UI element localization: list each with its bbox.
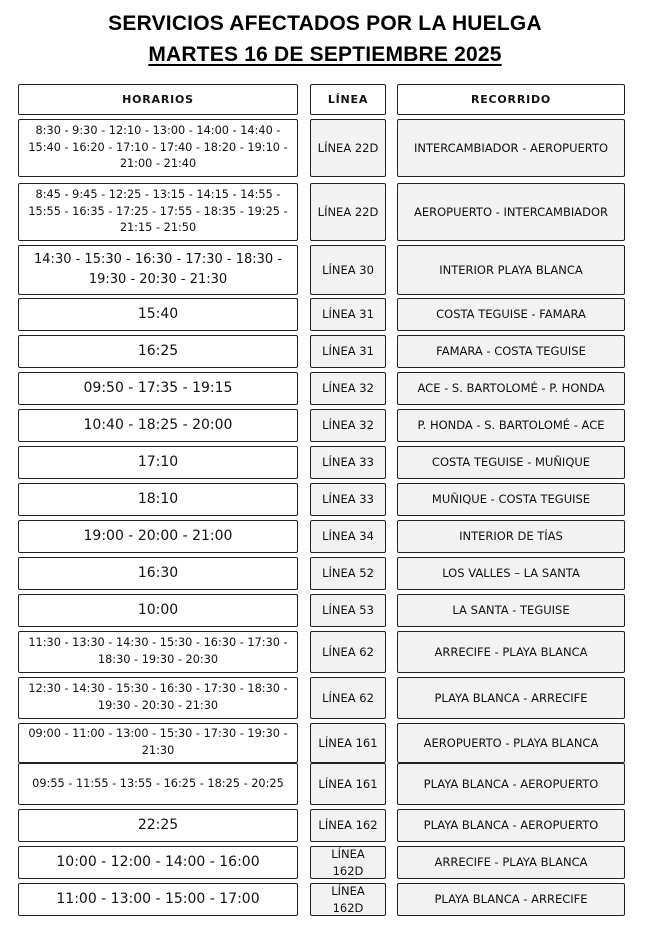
linea-cell: LÍNEA 22D <box>310 119 386 177</box>
recorrido-cell: INTERIOR PLAYA BLANCA <box>397 245 625 295</box>
horarios-cell: 18:10 <box>18 483 298 516</box>
linea-cell: LÍNEA 30 <box>310 245 386 295</box>
horarios-cell: 17:10 <box>18 446 298 479</box>
linea-cell: LÍNEA 31 <box>310 335 386 368</box>
horarios-cell: 19:00 - 20:00 - 21:00 <box>18 520 298 553</box>
linea-cell: LÍNEA 162 <box>310 809 386 842</box>
recorrido-cell: LOS VALLES – LA SANTA <box>397 557 625 590</box>
recorrido-cell: ARRECIFE - PLAYA BLANCA <box>397 846 625 879</box>
recorrido-cell: INTERCAMBIADOR - AEROPUERTO <box>397 119 625 177</box>
recorrido-cell: MUÑIQUE - COSTA TEGUISE <box>397 483 625 516</box>
linea-cell: LÍNEA 22D <box>310 183 386 241</box>
recorrido-cell: FAMARA - COSTA TEGUISE <box>397 335 625 368</box>
horarios-cell: 16:25 <box>18 335 298 368</box>
horarios-cell: 09:00 - 11:00 - 13:00 - 15:30 - 17:30 - 19:30 - 21:30 <box>18 723 298 763</box>
horarios-cell: 8:30 - 9:30 - 12:10 - 13:00 - 14:00 - 14:40 - 15:40 - 16:20 - 17:10 - 17:40 - 18:20 - 19:10 - 21:00 - 21:40 <box>18 119 298 177</box>
linea-cell: LÍNEA 161 <box>310 763 386 805</box>
linea-cell: LÍNEA 62 <box>310 631 386 673</box>
header-linea: LÍNEA <box>310 84 386 115</box>
horarios-cell: 11:30 - 13:30 - 14:30 - 15:30 - 16:30 - 17:30 - 18:30 - 19:30 - 20:30 <box>18 631 298 673</box>
recorrido-cell: COSTA TEGUISE - MUÑIQUE <box>397 446 625 479</box>
horarios-cell: 22:25 <box>18 809 298 842</box>
horarios-cell: 16:30 <box>18 557 298 590</box>
recorrido-cell: P. HONDA - S. BARTOLOMÉ - ACE <box>397 409 625 442</box>
header-recorrido: RECORRIDO <box>397 84 625 115</box>
recorrido-cell: PLAYA BLANCA - ARRECIFE <box>397 677 625 719</box>
horarios-cell: 09:55 - 11:55 - 13:55 - 16:25 - 18:25 - 20:25 <box>18 763 298 805</box>
recorrido-cell: AEROPUERTO - PLAYA BLANCA <box>397 723 625 763</box>
recorrido-cell: ACE - S. BARTOLOMÉ - P. HONDA <box>397 372 625 405</box>
linea-cell: LÍNEA 52 <box>310 557 386 590</box>
linea-cell: LÍNEA 31 <box>310 298 386 331</box>
recorrido-cell: COSTA TEGUISE - FAMARA <box>397 298 625 331</box>
horarios-cell: 15:40 <box>18 298 298 331</box>
linea-cell: LÍNEA 162D <box>310 846 386 879</box>
recorrido-cell: PLAYA BLANCA - AEROPUERTO <box>397 763 625 805</box>
horarios-cell: 12:30 - 14:30 - 15:30 - 16:30 - 17:30 - 18:30 - 19:30 - 20:30 - 21:30 <box>18 677 298 719</box>
page-subtitle: MARTES 16 DE SEPTIEMBRE 2025 <box>148 43 502 66</box>
linea-cell: LÍNEA 32 <box>310 372 386 405</box>
recorrido-cell: LA SANTA - TEGUISE <box>397 594 625 627</box>
recorrido-cell: AEROPUERTO - INTERCAMBIADOR <box>397 183 625 241</box>
horarios-cell: 8:45 - 9:45 - 12:25 - 13:15 - 14:15 - 14:55 - 15:55 - 16:35 - 17:25 - 17:55 - 18:35 - 19:25 - 21:15 - 21:50 <box>18 183 298 241</box>
linea-cell: LÍNEA 53 <box>310 594 386 627</box>
linea-cell: LÍNEA 161 <box>310 723 386 763</box>
horarios-cell: 09:50 - 17:35 - 19:15 <box>18 372 298 405</box>
linea-cell: LÍNEA 34 <box>310 520 386 553</box>
horarios-cell: 11:00 - 13:00 - 15:00 - 17:00 <box>18 883 298 916</box>
linea-cell: LÍNEA 33 <box>310 483 386 516</box>
recorrido-cell: ARRECIFE - PLAYA BLANCA <box>397 631 625 673</box>
header-horarios: HORARIOS <box>18 84 298 115</box>
horarios-cell: 10:00 - 12:00 - 14:00 - 16:00 <box>18 846 298 879</box>
page-title: SERVICIOS AFECTADOS POR LA HUELGA <box>108 12 542 35</box>
horarios-cell: 10:40 - 18:25 - 20:00 <box>18 409 298 442</box>
linea-cell: LÍNEA 33 <box>310 446 386 479</box>
horarios-cell: 14:30 - 15:30 - 16:30 - 17:30 - 18:30 - 19:30 - 20:30 - 21:30 <box>18 245 298 295</box>
recorrido-cell: PLAYA BLANCA - ARRECIFE <box>397 883 625 916</box>
recorrido-cell: PLAYA BLANCA - AEROPUERTO <box>397 809 625 842</box>
linea-cell: LÍNEA 162D <box>310 883 386 916</box>
linea-cell: LÍNEA 62 <box>310 677 386 719</box>
recorrido-cell: INTERIOR DE TÍAS <box>397 520 625 553</box>
horarios-cell: 10:00 <box>18 594 298 627</box>
linea-cell: LÍNEA 32 <box>310 409 386 442</box>
